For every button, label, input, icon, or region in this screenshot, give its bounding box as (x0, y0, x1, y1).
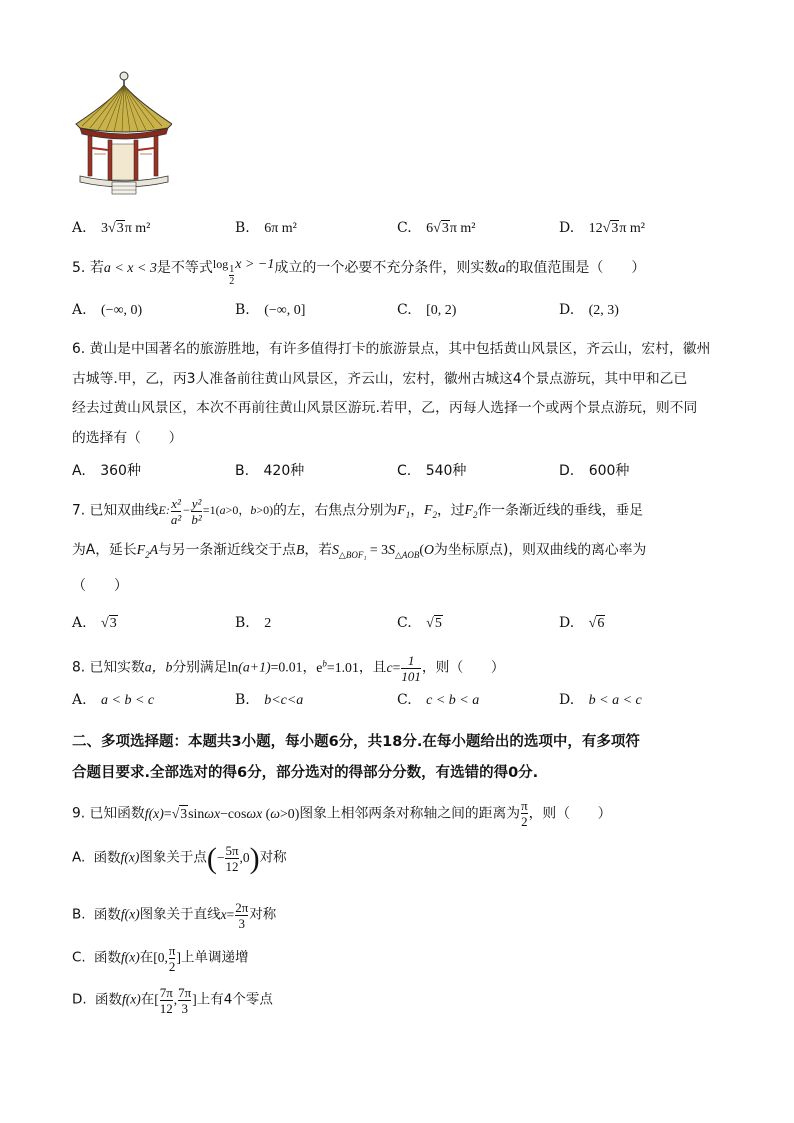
option-label: A. (72, 849, 86, 866)
option-text: 函数 (93, 906, 121, 923)
option-text: 图象关于直线 (139, 906, 221, 923)
option-label: D. (559, 692, 575, 708)
q7-f2b: $F_2$ (464, 502, 478, 520)
option-label: B. (235, 692, 250, 708)
q4-option-a[interactable] (72, 218, 150, 239)
q5-text: 的取值范围是（ ） (505, 260, 646, 276)
q5-option-c[interactable] (397, 300, 456, 321)
option-label: C. (397, 615, 412, 631)
q9-option-d[interactable] (72, 985, 273, 1016)
option-text: 2 (264, 616, 272, 631)
option-label: A. (72, 692, 87, 708)
fx: f(x) (120, 849, 140, 865)
q5-option-a[interactable] (72, 300, 142, 321)
option-label: B. (235, 302, 250, 318)
option-label: B. (235, 615, 250, 631)
q5-var: a (498, 261, 506, 276)
option-text: 3√3π m² (101, 221, 151, 236)
q7-line-2 (72, 540, 646, 565)
q5-condition: a < x < 3 (103, 261, 157, 276)
option-label: B. (235, 220, 250, 236)
q9-function: f(x)=√3sinωx−cosωx (ω>0) (144, 805, 300, 821)
q7-option-c[interactable] (397, 613, 443, 634)
q8-eq2: $e^b=1.01$ (316, 658, 359, 675)
q7-option-a[interactable] (72, 613, 118, 634)
option-label: D. (559, 302, 575, 318)
option-label: B. (72, 906, 86, 923)
option-label: D. (559, 463, 575, 479)
section-heading-line-2: 合题目要求.全部选对的得6分，部分选对的得部分分数，有选错的得0分. (72, 765, 539, 781)
q5-option-b[interactable] (235, 300, 305, 321)
q5-text: 是不等式 (156, 260, 213, 276)
q6-line-2: 古城等.甲，乙，丙3人准备前往黄山风景区，齐云山，宏村，徽州古城这4个景点游玩，其中甲和乙已 (72, 371, 688, 387)
q8-option-a[interactable] (72, 690, 154, 711)
fx: f(x) (120, 906, 140, 922)
q9-stem (72, 798, 611, 829)
option-text: 6√3π m² (426, 221, 476, 236)
interval-expr: [ $\frac{7\pi}{12}$ , $\frac{7\pi}{3}$ ] (154, 985, 197, 1016)
option-text: (2, 3) (588, 303, 619, 318)
option-text: (−∞, 0) (101, 303, 143, 318)
q8-eq3: c= $\frac{1}{101}$ (386, 653, 421, 684)
question-number: 5. (72, 260, 86, 276)
option-label: C. (397, 220, 412, 236)
q7-point-b: B (295, 542, 305, 557)
q8-stem: 8. 已知实数a，b分别满足ln(a+1)=0.01，$e^b=1.01$，且c= $\frac{1}{101}$ ，则（ ） (72, 653, 505, 684)
option-label: A. (72, 220, 87, 236)
option-text: 420种 (263, 463, 305, 479)
option-text: 360种 (100, 463, 141, 479)
q9-option-a[interactable] (72, 843, 287, 874)
option-text: 函数 (94, 949, 122, 966)
option-text: a < b < c (101, 693, 155, 708)
q9-text: 9. 已知函数 (72, 805, 145, 822)
q7-text: 与另一条渐近线交于点 (158, 542, 296, 558)
q5-stem (72, 258, 645, 285)
fx: f(x) (121, 991, 141, 1007)
option-text: (−∞, 0] (264, 303, 306, 318)
pavilion-illustration (72, 70, 172, 196)
q8-text: 8. 已知实数 (72, 659, 145, 676)
option-text: √3 (101, 616, 117, 631)
q7-hyperbola-eq: E: $\frac{\text{x²}}{\text{a²}}$ − $\frac{\text{y²}}{\text{b²}}$ =1(a>0，b>0) (158, 496, 274, 527)
option-text: 600种 (588, 463, 630, 479)
option-text: b < a < c (588, 693, 642, 708)
option-text: b<c<a (264, 693, 304, 708)
q7-f1: $F_1$ (397, 502, 411, 520)
q6-option-c[interactable] (397, 461, 466, 481)
option-text: 函数 (94, 991, 122, 1008)
q8-eq1: ln(a+1)=0.01 (227, 659, 303, 675)
q7-area-eq: $S_{\triangle BOF_1} = 3S_{\triangle AOB}(O$ (332, 542, 434, 560)
q7-f2: $F_2$ (424, 502, 437, 520)
option-text: 12√3π m² (588, 221, 645, 236)
q7-line-1: 7. 已知双曲线E: $\frac{\text{x²}}{\text{a²}}$ − $\frac{\text{y²}}{\text{b²}}$ =1(a>0，b>0)的左，右焦点分别为$F_1$，$F_2$，过$F_2$作一条渐近线的垂线，垂足 (72, 496, 644, 527)
q6-line-3: 经去过黄山风景区，本次不再前往黄山风景区游玩.若甲，乙，丙每人选择一个或两个景点游玩，则不同 (72, 400, 698, 416)
option-text: 6π m² (264, 221, 297, 236)
q9-distance: $\frac{\pi}{2}$ (521, 798, 528, 829)
q8-option-d[interactable] (559, 690, 642, 711)
q7-segment: $F_2A$ (136, 542, 159, 560)
q7-text: 的左，右焦点分别为 (273, 502, 398, 519)
q4-option-b[interactable] (235, 218, 297, 239)
option-text: 对称 (249, 906, 277, 923)
q7-text: 为A，延长 (72, 542, 137, 558)
option-text: [0, 2) (426, 303, 457, 318)
q8-text: ，则（ ） (421, 659, 505, 676)
point-expr: (− $\frac{5\pi}{12}$ ,0) (206, 841, 260, 875)
option-text: √5 (426, 616, 442, 631)
option-label: A. (72, 615, 87, 631)
option-text: c < b < a (426, 693, 480, 708)
q6-option-d[interactable] (559, 461, 629, 481)
option-text: 在 (139, 949, 154, 966)
q8-text: ，且 (358, 659, 387, 676)
q5-inequality: x > −1 (235, 257, 275, 272)
q5-text: 成立的一个必要不充分条件，则实数 (274, 260, 499, 276)
option-label: C. (397, 692, 412, 708)
option-text: √6 (588, 616, 605, 631)
option-text: 上有4个零点 (196, 991, 273, 1008)
option-label: B. (235, 463, 250, 479)
option-text: 图象关于点 (139, 849, 207, 866)
option-label: A. (72, 302, 87, 318)
q7-text: 为坐标原点)，则双曲线的离心率为 (433, 542, 647, 558)
q6-option-a[interactable] (72, 461, 141, 481)
q7-text: 作一条渐近线的垂线，垂足 (477, 502, 644, 519)
q7-line-3: （ ） (72, 578, 128, 594)
q8-vars: a，b (144, 659, 173, 675)
q6-line-4: 的选择有（ ） (72, 430, 183, 446)
option-label: D. (559, 615, 575, 631)
q9-option-b[interactable] (72, 900, 276, 931)
q7-option-b[interactable] (235, 613, 271, 634)
interval-expr: [0, $\frac{\pi}{2}$ ] (153, 943, 181, 974)
q7-text: 7. 已知双曲线 (72, 502, 159, 519)
q9-text: ，则（ ） (528, 805, 612, 822)
q6-option-b[interactable] (235, 461, 304, 481)
q9-text: 图象上相邻两条对称轴之间的距离为 (299, 805, 521, 822)
fx: f(x) (121, 949, 140, 965)
option-text: 函数 (93, 849, 121, 866)
q4-option-d[interactable] (559, 218, 645, 239)
option-label: C. (397, 302, 412, 318)
q8-option-b[interactable] (235, 690, 303, 711)
q8-text: 分别满足 (172, 659, 228, 676)
option-text: 上单调递增 (180, 949, 249, 966)
q9-option-c[interactable] (72, 943, 248, 974)
log-symbol: log $_{\frac{1}{2}}$ (212, 257, 235, 287)
q6-line-1: 6. 黄山是中国著名的旅游胜地，有许多值得打卡的旅游景点，其中包括黄山风景区，齐云山，宏村，徽州 (72, 341, 711, 357)
q8-option-c[interactable] (397, 690, 479, 711)
q5-option-d[interactable] (559, 300, 619, 321)
option-text: 在 (140, 991, 155, 1008)
option-label: C. (72, 949, 86, 966)
option-label: C. (397, 463, 412, 479)
q5-text: 若 (89, 260, 104, 276)
option-label: D. (72, 991, 87, 1008)
option-text: 对称 (259, 849, 287, 866)
line-expr: x= $\frac{2\pi}{3}$ (220, 900, 249, 931)
q7-option-d[interactable] (559, 613, 605, 634)
section-heading-line-1: 二、多项选择题：本题共3小题，每小题6分，共18分.在每小题给出的选项中，有多项符 (72, 734, 640, 750)
q7-text: ，若 (304, 542, 333, 558)
q4-option-c[interactable] (397, 218, 475, 239)
option-label: D. (559, 220, 575, 236)
q7-text: ，过 (436, 502, 465, 519)
option-label: A. (72, 463, 86, 479)
option-text: 540种 (425, 463, 467, 479)
